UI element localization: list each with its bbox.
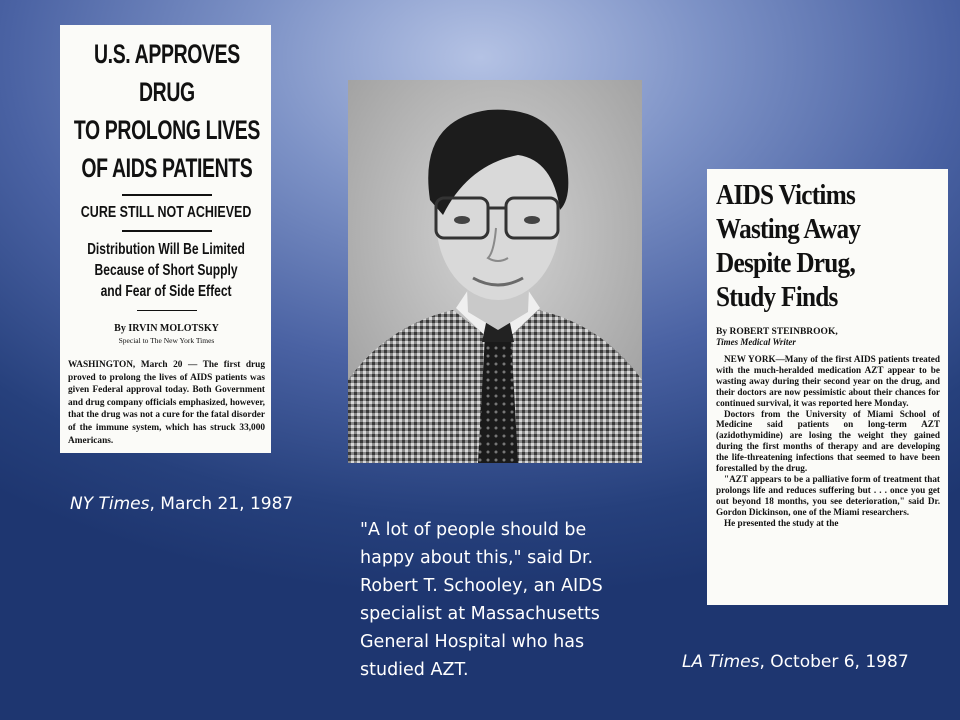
nyt-deck: Distribution Will Be Limited Because of Short Supply and Fear of Side Effect — [87, 241, 246, 300]
lat-role: Times Medical Writer — [716, 337, 796, 347]
nyt-caption: NY Times, March 21, 1987 — [70, 494, 294, 514]
lat-paragraph: NEW YORK—Many of the first AIDS patients treated with the much-heralded medication AZT appear to be wasting away during their second year on the drug, and their doctors are now pessimistic about their chances for continued survival, it was reported here Monday. — [716, 354, 940, 408]
nyt-subhead: CURE STILL NOT ACHIEVED — [81, 204, 252, 221]
lat-clipping — [707, 169, 948, 605]
nyt-rule — [137, 310, 197, 311]
lat-headline: AIDS Victims Wasting Away Despite Drug, Study Finds — [716, 180, 861, 313]
portrait-photo — [348, 80, 642, 463]
lat-paragraph: He presented the study at the — [724, 517, 839, 528]
lat-byline: By ROBERT STEINBROOK, — [716, 327, 838, 337]
nyt-clipping — [60, 25, 271, 453]
nyt-affiliation: Special to The New York Times — [118, 336, 215, 345]
nyt-rule — [122, 230, 212, 232]
lat-caption: LA Times, October 6, 1987 — [682, 652, 909, 672]
nyt-byline: By IRVIN MOLOTSKY — [114, 323, 219, 334]
nyt-headline: U.S. APPROVES DRUG TO PROLONG LIVES OF AIDS PATIENTS — [73, 39, 260, 183]
lat-paragraph: "AZT appears to be a palliative form of treatment that prolongs life and reduces suffering but . . . once you get out beyond 18 months, you see deterioration," said Dr. Gordon Dickinson, one of the Miami researchers. — [716, 473, 940, 517]
lat-paragraph: Doctors from the University of Miami School of Medicine said patients on long-term AZT (azidothymidine) are losing the weight they gained during the first months of therapy and are developing the life-threatening infections that seemed to have been forestalled by the drug. — [716, 408, 940, 474]
nyt-rule — [122, 194, 212, 196]
lat-body — [716, 354, 940, 529]
quote-text: "A lot of people should be happy about this," said Dr. Robert T. Schooley, an AIDS specialist at Massachusetts General Hospital who has studied AZT. — [360, 520, 603, 680]
nyt-body: WASHINGTON, March 20 — The first drug proved to prolong the lives of AIDS patients was given Federal approval today. Both Government and drug company officials emphasized, however, that the drug was not a cure for the fatal disorder of the immune system, which has struck 33,000 Americans. — [68, 360, 265, 446]
